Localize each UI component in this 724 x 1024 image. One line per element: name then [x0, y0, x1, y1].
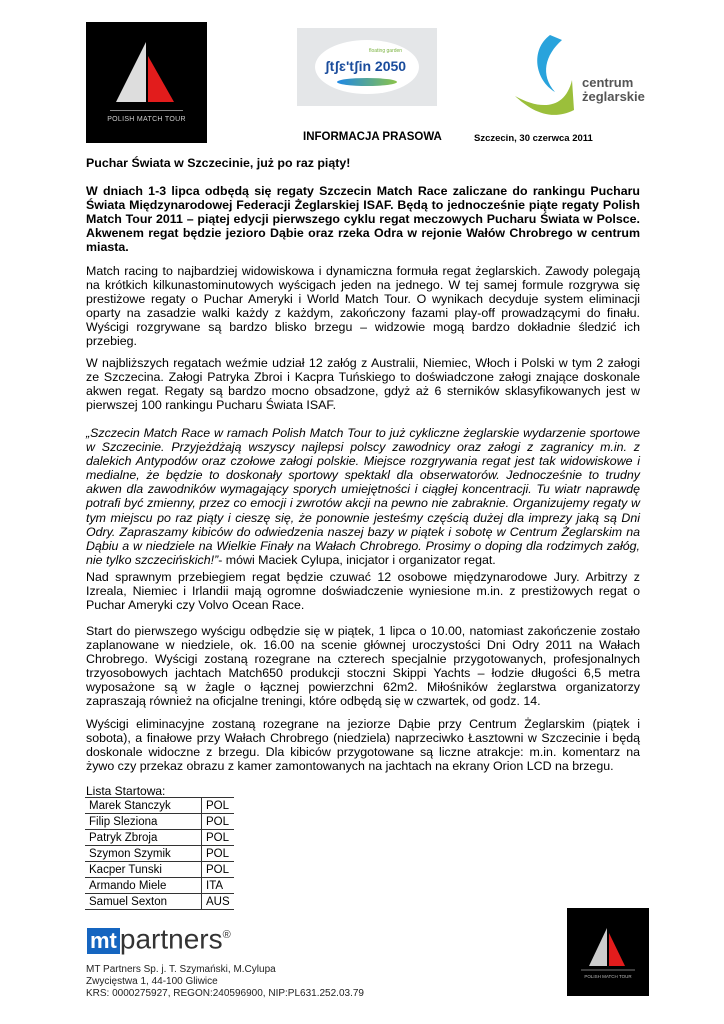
sailor-country: POL	[202, 798, 234, 814]
sailor-country: POL	[202, 814, 234, 830]
lead-paragraph: W dniach 1-3 lipca odbędą się regaty Szczecin Match Race zaliczane do rankingu Pucharu Świata Międzynarodowej Federacji Żeglarskiej ISAF. Będą to jednocześnie piąte regaty Polish Match Tour 2011 – piątej edycji pierwszego cyklu regat meczowych Pucharu Świata w Polsce. Akwenem regat będzie jezioro Dąbie oraz rzeka Odra w rejonie Wałów Chrobrego w centrum miasta.	[86, 184, 640, 255]
polish-match-tour-logo: POLISH MATCH TOUR	[86, 22, 207, 143]
start-list-row	[85, 846, 234, 862]
start-list-row	[85, 894, 234, 910]
registration-numbers: KRS: 0000275927, REGON:240596900, NIP:PL631.252.03.79	[86, 988, 364, 999]
paragraph: Start do pierwszego wyścigu odbędzie się w piątek, 1 lipca o 10.00, natomiast zakończenie zostało zaplanowane w niedziele, ok. 16.00 na scenie głównej uroczystości Dni Odry 2011 na Wałach Chrobrego. Wyścigi zostaną rozegrane na czterech specjalnie przygotowanych, profesjonalnych trzyosobowych jachtach Match650 produkcji stoczni Skippi Yachts – łodzie długości 6,5 metra wyposażone są w żagle o łącznej powierzchni 62m2. Miłośników żeglarstwa organizatorzy zapraszają również na oficjalne treningi, które odbędą się w czwartek, od godz. 14.	[86, 624, 640, 709]
start-list-table	[85, 797, 234, 910]
paragraph: Match racing to najbardziej widowiskowa i dynamiczna formuła regat żeglarskich. Zawody polegają na krótkich kilkunastominutowych wyścigach jeden na jednego. W tej samej formule rozgrywa się prestiżowe regaty o Puchar Ameryki i World Match Tour. O wynikach decyduje system eliminacji oparty na zasadzie walki każdy z każdym, zakończony fazami play-off prowadzącymi do finału. Wyścigi rozgrywane są bardzo blisko brzegu – widzowie mogą bardzo dokładnie śledzić ich przebieg.	[86, 264, 640, 349]
company-address	[86, 964, 364, 1000]
sailor-country: POL	[202, 846, 234, 862]
polish-match-tour-logo-small	[567, 908, 649, 996]
sailor-name: Szymon Szymik	[85, 846, 202, 862]
start-list-title: Lista Startowa:	[86, 784, 166, 798]
paragraph: W najbliższych regatach weźmie udział 12 załóg z Australii, Niemiec, Włoch i Polski w tym 2 załogi ze Szczecina. Załogi Patryka Zbroi i Kacpra Tuńskiego to doświadczone załogi znające doskonale akwen regat. Regaty są bardzo mocno obsadzone, gdyż aż 6 sterników sklasyfikowanych jest w pierwszej 100 rankingu Pucharu Świata ISAF.	[86, 356, 640, 413]
sailor-name: Kacper Tunski	[85, 862, 202, 878]
quote: „Szczecin Match Race w ramach Polish Match Tour to już cykliczne żeglarskie wydarzenie sportowe w Szczecinie. Przyjeżdżają wszyscy najlepsi polscy zawodnicy oraz załogi z zagranicy m.in. z dalekich Antypodów oraz czołowe załogi polskie. Miejsce rozgrywania regat jest tak widowiskowe i medialne, że będzie to doskonały sportowy spektakl dla obserwatorów. Jednocześnie to trudny akwen dla zawodników wymagający sporych umiejętności i ciągłej koncentracji. Tu wiatr naprawdę potrafi być zmienny, przez co emocji i zwrotów akcji na pewno nie zabraknie. Organizujemy regaty w tym miejscu po raz piąty i cieszę się, że ponownie jesteśmy częścią dużej dla imprezy jaką są Dni Odry. Zapraszamy kibiców do odwiedzenia naszej bazy w piątek i sobotę w Centrum Żeglarskim na Dąbiu a w niedziele na Wielkie Finały na Wałach Chrobrego. Prosimy o doping dla rodzimych załóg, nie tylko szczecińskich!”	[86, 426, 640, 567]
press-release-title: INFORMACJA PRASOWA	[303, 131, 442, 143]
sail-icon	[567, 908, 649, 996]
sailor-country: POL	[202, 830, 234, 846]
paragraph: Wyścigi eliminacyjne zostaną rozegrane na jeziorze Dąbie przy Centrum Żeglarskim (piątek i sobota), a finałowe przy Wałach Chrobrego (niedziela) naprzeciwko Łasztowni w Szczecinie i będą doskonale widoczne z brzegu. Dla kibiców przygotowane są liczne atrakcje: m.in. komentarz na żywo czy przekaz obrazu z kamer zamontowanych na jachtach na ekrany Orion LCD na brzegu.	[86, 717, 640, 774]
svg-text:POLISH MATCH TOUR: POLISH MATCH TOUR	[584, 974, 632, 979]
start-list-row	[85, 878, 234, 894]
sailor-name: Filip Sleziona	[85, 814, 202, 830]
sail-icon	[86, 22, 207, 112]
start-list-row	[85, 830, 234, 846]
release-date: Szczecin, 30 czerwca 2011	[474, 133, 593, 144]
sailor-country: ITA	[202, 878, 234, 894]
start-list-row	[85, 814, 234, 830]
start-list-row	[85, 798, 234, 814]
sailor-name: Samuel Sexton	[85, 894, 202, 910]
sailor-country: POL	[202, 862, 234, 878]
wave-sail-icon	[510, 30, 580, 120]
quote-attribution: - mówi Maciek Cylupa, inicjator i organizator regat.	[218, 552, 496, 567]
start-list-row	[85, 862, 234, 878]
stettin-2050-logo: floating garden ʃtʃɛ'tʃin 2050	[297, 28, 437, 106]
headline: Puchar Świata w Szczecinie, już po raz piąty!	[86, 156, 351, 170]
sailor-name: Marek Stanczyk	[85, 798, 202, 814]
sailor-name: Patryk Zbroja	[85, 830, 202, 846]
mt-partners-logo: mt partners®	[87, 920, 231, 954]
sailor-name: Armando Miele	[85, 878, 202, 894]
paragraph: Nad sprawnym przebiegiem regat będzie czuwać 12 osobowe międzynarodowe Jury. Arbitrzy z Izreala, Niemiec i Irlandii mają ogromne doświadczenie wyniesione m.in. z prestiżowych regat o Puchar Ameryki czy Volvo Ocean Race.	[86, 570, 640, 613]
street-address: Zwycięstwa 1, 44-100 Gliwice	[86, 976, 218, 987]
sailor-country: AUS	[202, 894, 234, 910]
quote-paragraph	[86, 426, 640, 567]
centrum-zeglarskie-logo: centrum żeglarskie	[510, 30, 640, 120]
company-name: MT Partners Sp. j. T. Szymański, M.Cylupa	[86, 964, 276, 975]
